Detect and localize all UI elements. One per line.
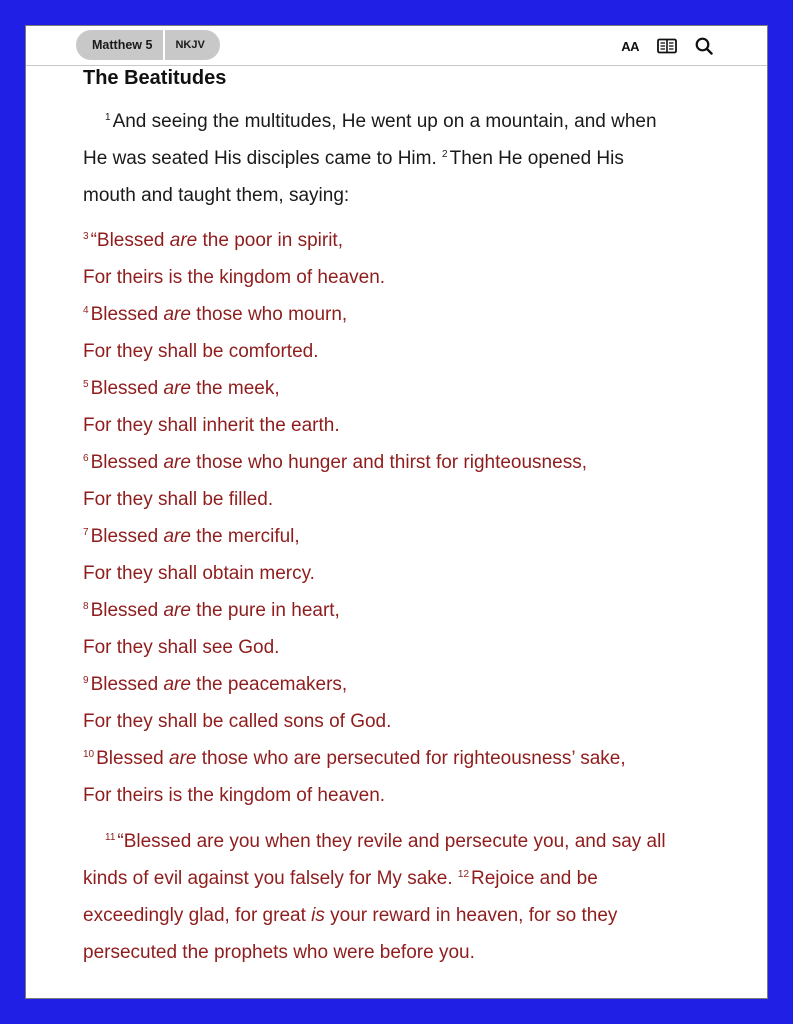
verse-line [83, 592, 733, 629]
verse-line [83, 296, 733, 333]
paragraph-verses-1-2 [83, 103, 733, 214]
italic-word: are [163, 674, 191, 695]
top-toolbar [26, 26, 768, 66]
section-heading: The Beatitudes [83, 67, 227, 89]
beatitudes-poetry [83, 222, 733, 814]
italic-word: are [169, 230, 198, 251]
verse-line: For they shall inherit the earth. [83, 415, 340, 436]
verse-text: And seeing the multitudes, He went up on a mountain, and when [112, 111, 657, 132]
verse-text: Blessed [90, 378, 164, 399]
italic-word: are [163, 304, 191, 325]
verse-text: Blessed [90, 600, 164, 621]
italic-word: are [163, 452, 191, 473]
version-button[interactable]: NKJV [175, 39, 205, 51]
verse-text: exceedingly glad, for great [83, 905, 312, 926]
passage-text [83, 66, 733, 971]
verse-line [83, 222, 733, 259]
verse-number[interactable]: 4 [83, 305, 89, 316]
verse-number[interactable]: 3 [83, 231, 89, 242]
italic-word: is [311, 905, 325, 926]
reader-page [25, 25, 768, 999]
verse-line [83, 518, 733, 555]
verse-line [83, 666, 733, 703]
verse-number[interactable]: 1 [105, 112, 111, 123]
verse-number[interactable]: 2 [442, 149, 448, 160]
verse-line [83, 444, 733, 481]
verse-text: those who hunger and thirst for righteousness, [190, 452, 587, 473]
italic-word: are [163, 600, 191, 621]
verse-text: Blessed [90, 452, 164, 473]
verse-text: Blessed [90, 304, 164, 325]
verse-number[interactable]: 11 [105, 832, 116, 843]
italic-word: are [163, 526, 191, 547]
verse-number[interactable]: 8 [83, 601, 89, 612]
verse-text: the pure in heart, [190, 600, 340, 621]
verse-text: Then He opened His [449, 148, 624, 169]
toolbar-actions [603, 36, 713, 56]
search-icon[interactable] [695, 36, 713, 56]
verse-line [83, 740, 733, 777]
verse-number[interactable]: 10 [83, 749, 95, 760]
verse-number[interactable]: 5 [83, 379, 89, 390]
verse-text: Blessed [90, 526, 164, 547]
verse-number[interactable]: 7 [83, 527, 89, 538]
verse-line: For they shall see God. [83, 637, 280, 658]
verse-line: For they shall be filled. [83, 489, 274, 510]
text-size-label: AA [621, 38, 639, 54]
verse-text: those who are persecuted for righteousness’ sake, [196, 748, 626, 769]
verse-number[interactable]: 12 [457, 869, 470, 880]
verse-line: For they shall be called sons of God. [83, 711, 392, 732]
verse-text: your reward in heaven, for so they [324, 905, 618, 926]
verse-text: “Blessed are you when they revile and persecute you, and say all [117, 831, 666, 852]
passage-selector [76, 30, 220, 60]
verse-line: For they shall be comforted. [83, 341, 319, 362]
verse-text: He was seated His disciples came to Him. [83, 148, 437, 169]
italic-word: are [169, 748, 197, 769]
verse-text: mouth and taught them, saying: [83, 185, 350, 206]
verse-text: those who mourn, [190, 304, 348, 325]
verse-text: the poor in spirit, [197, 230, 343, 251]
paragraph-verses-11-12 [83, 823, 733, 971]
verse-line: For they shall obtain mercy. [83, 563, 315, 584]
verse-text: the peacemakers, [190, 674, 348, 695]
italic-word: are [163, 378, 191, 399]
book-chapter-button[interactable]: Matthew 5 [76, 30, 165, 60]
book-view-icon[interactable] [657, 36, 677, 56]
verse-line: For theirs is the kingdom of heaven. [83, 267, 386, 288]
verse-number[interactable]: 9 [83, 675, 89, 686]
verse-text: kinds of evil against you falsely for My sake. [83, 868, 453, 889]
verse-line: For theirs is the kingdom of heaven. [83, 785, 386, 806]
verse-number[interactable]: 6 [83, 453, 89, 464]
verse-text: persecuted the prophets who were before you. [83, 942, 475, 963]
verse-line [83, 370, 733, 407]
text-size-icon[interactable] [621, 36, 639, 56]
verse-text: Blessed [90, 674, 164, 695]
verse-text: Blessed [96, 748, 169, 769]
verse-text: “Blessed [90, 230, 170, 251]
verse-text: the merciful, [190, 526, 300, 547]
verse-text: the meek, [190, 378, 280, 399]
verse-text: Rejoice and be [471, 868, 598, 889]
